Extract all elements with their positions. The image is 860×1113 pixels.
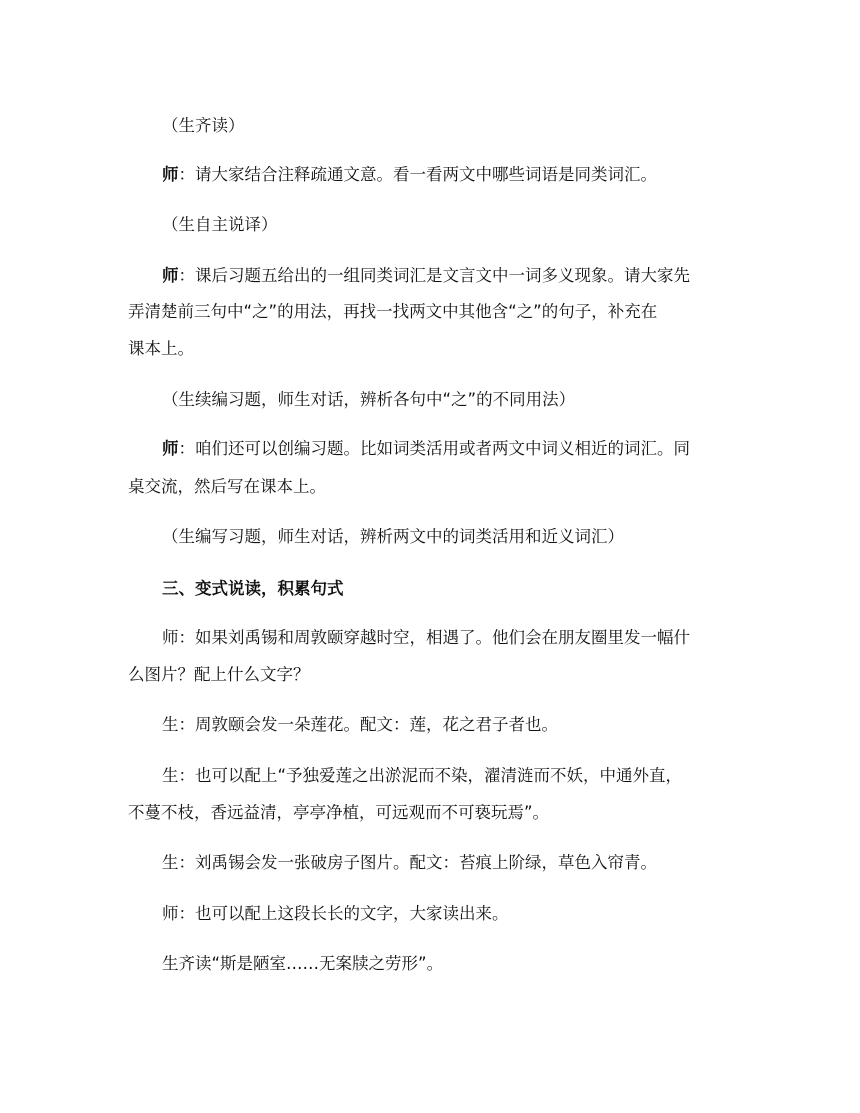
speaker-label: 师 xyxy=(162,439,179,458)
dialogue-line: 生齐读“斯是陋室……无案牍之劳形”。 xyxy=(162,954,444,973)
paragraph-line: 不蔓不枝，香远益清，亭亭净植，可远观而不可亵玩焉”。 xyxy=(128,803,550,822)
paragraph-line: 桌交流，然后写在课本上。 xyxy=(128,477,326,496)
dialogue-line: 师：也可以配上这段长长的文字，大家读出来。 xyxy=(162,904,509,923)
paragraph-line: 么图片？配上什么文字？ xyxy=(128,665,310,684)
teacher-line: 师：请大家结合注释疏通文意。看一看两文中哪些词语是同类词汇。 xyxy=(162,165,657,184)
stage-direction: （生齐读） xyxy=(162,116,245,135)
dialogue-line: 生：也可以配上“予独爱莲之出淤泥而不染，濯清涟而不妖，中通外直， xyxy=(162,766,683,785)
stage-direction: （生编写习题，师生对话，辨析两文中的词类活用和近义词汇） xyxy=(162,527,624,546)
dialogue-line: 生：刘禹锡会发一张破房子图片。配文：苔痕上阶绿，草色入帘青。 xyxy=(162,853,657,872)
stage-direction: （生续编习题，师生对话，辨析各句中“之”的不同用法） xyxy=(162,390,576,409)
speaker-label: 师 xyxy=(162,266,179,285)
teacher-line: 师：咱们还可以创编习题。比如词类活用或者两文中词义相近的词汇。同 xyxy=(162,439,690,458)
teacher-line: 师：课后习题五给出的一组同类词汇是文言文中一词多义现象。请大家先 xyxy=(162,266,690,285)
section-heading: 三、变式说读，积累句式 xyxy=(162,579,344,598)
paragraph-line: 弄清楚前三句中“之”的用法，再找一找两文中其他含“之”的句子，补充在 xyxy=(128,302,658,321)
paragraph-line: 课本上。 xyxy=(128,339,194,358)
speaker-label: 师 xyxy=(162,165,179,184)
stage-direction: （生自主说译） xyxy=(162,215,278,234)
dialogue-line: 师：如果刘禹锡和周敦颐穿越时空，相遇了。他们会在朋友圈里发一幅什 xyxy=(162,628,690,647)
dialogue-line: 生：周敦颐会发一朵莲花。配文：莲，花之君子者也。 xyxy=(162,715,558,734)
